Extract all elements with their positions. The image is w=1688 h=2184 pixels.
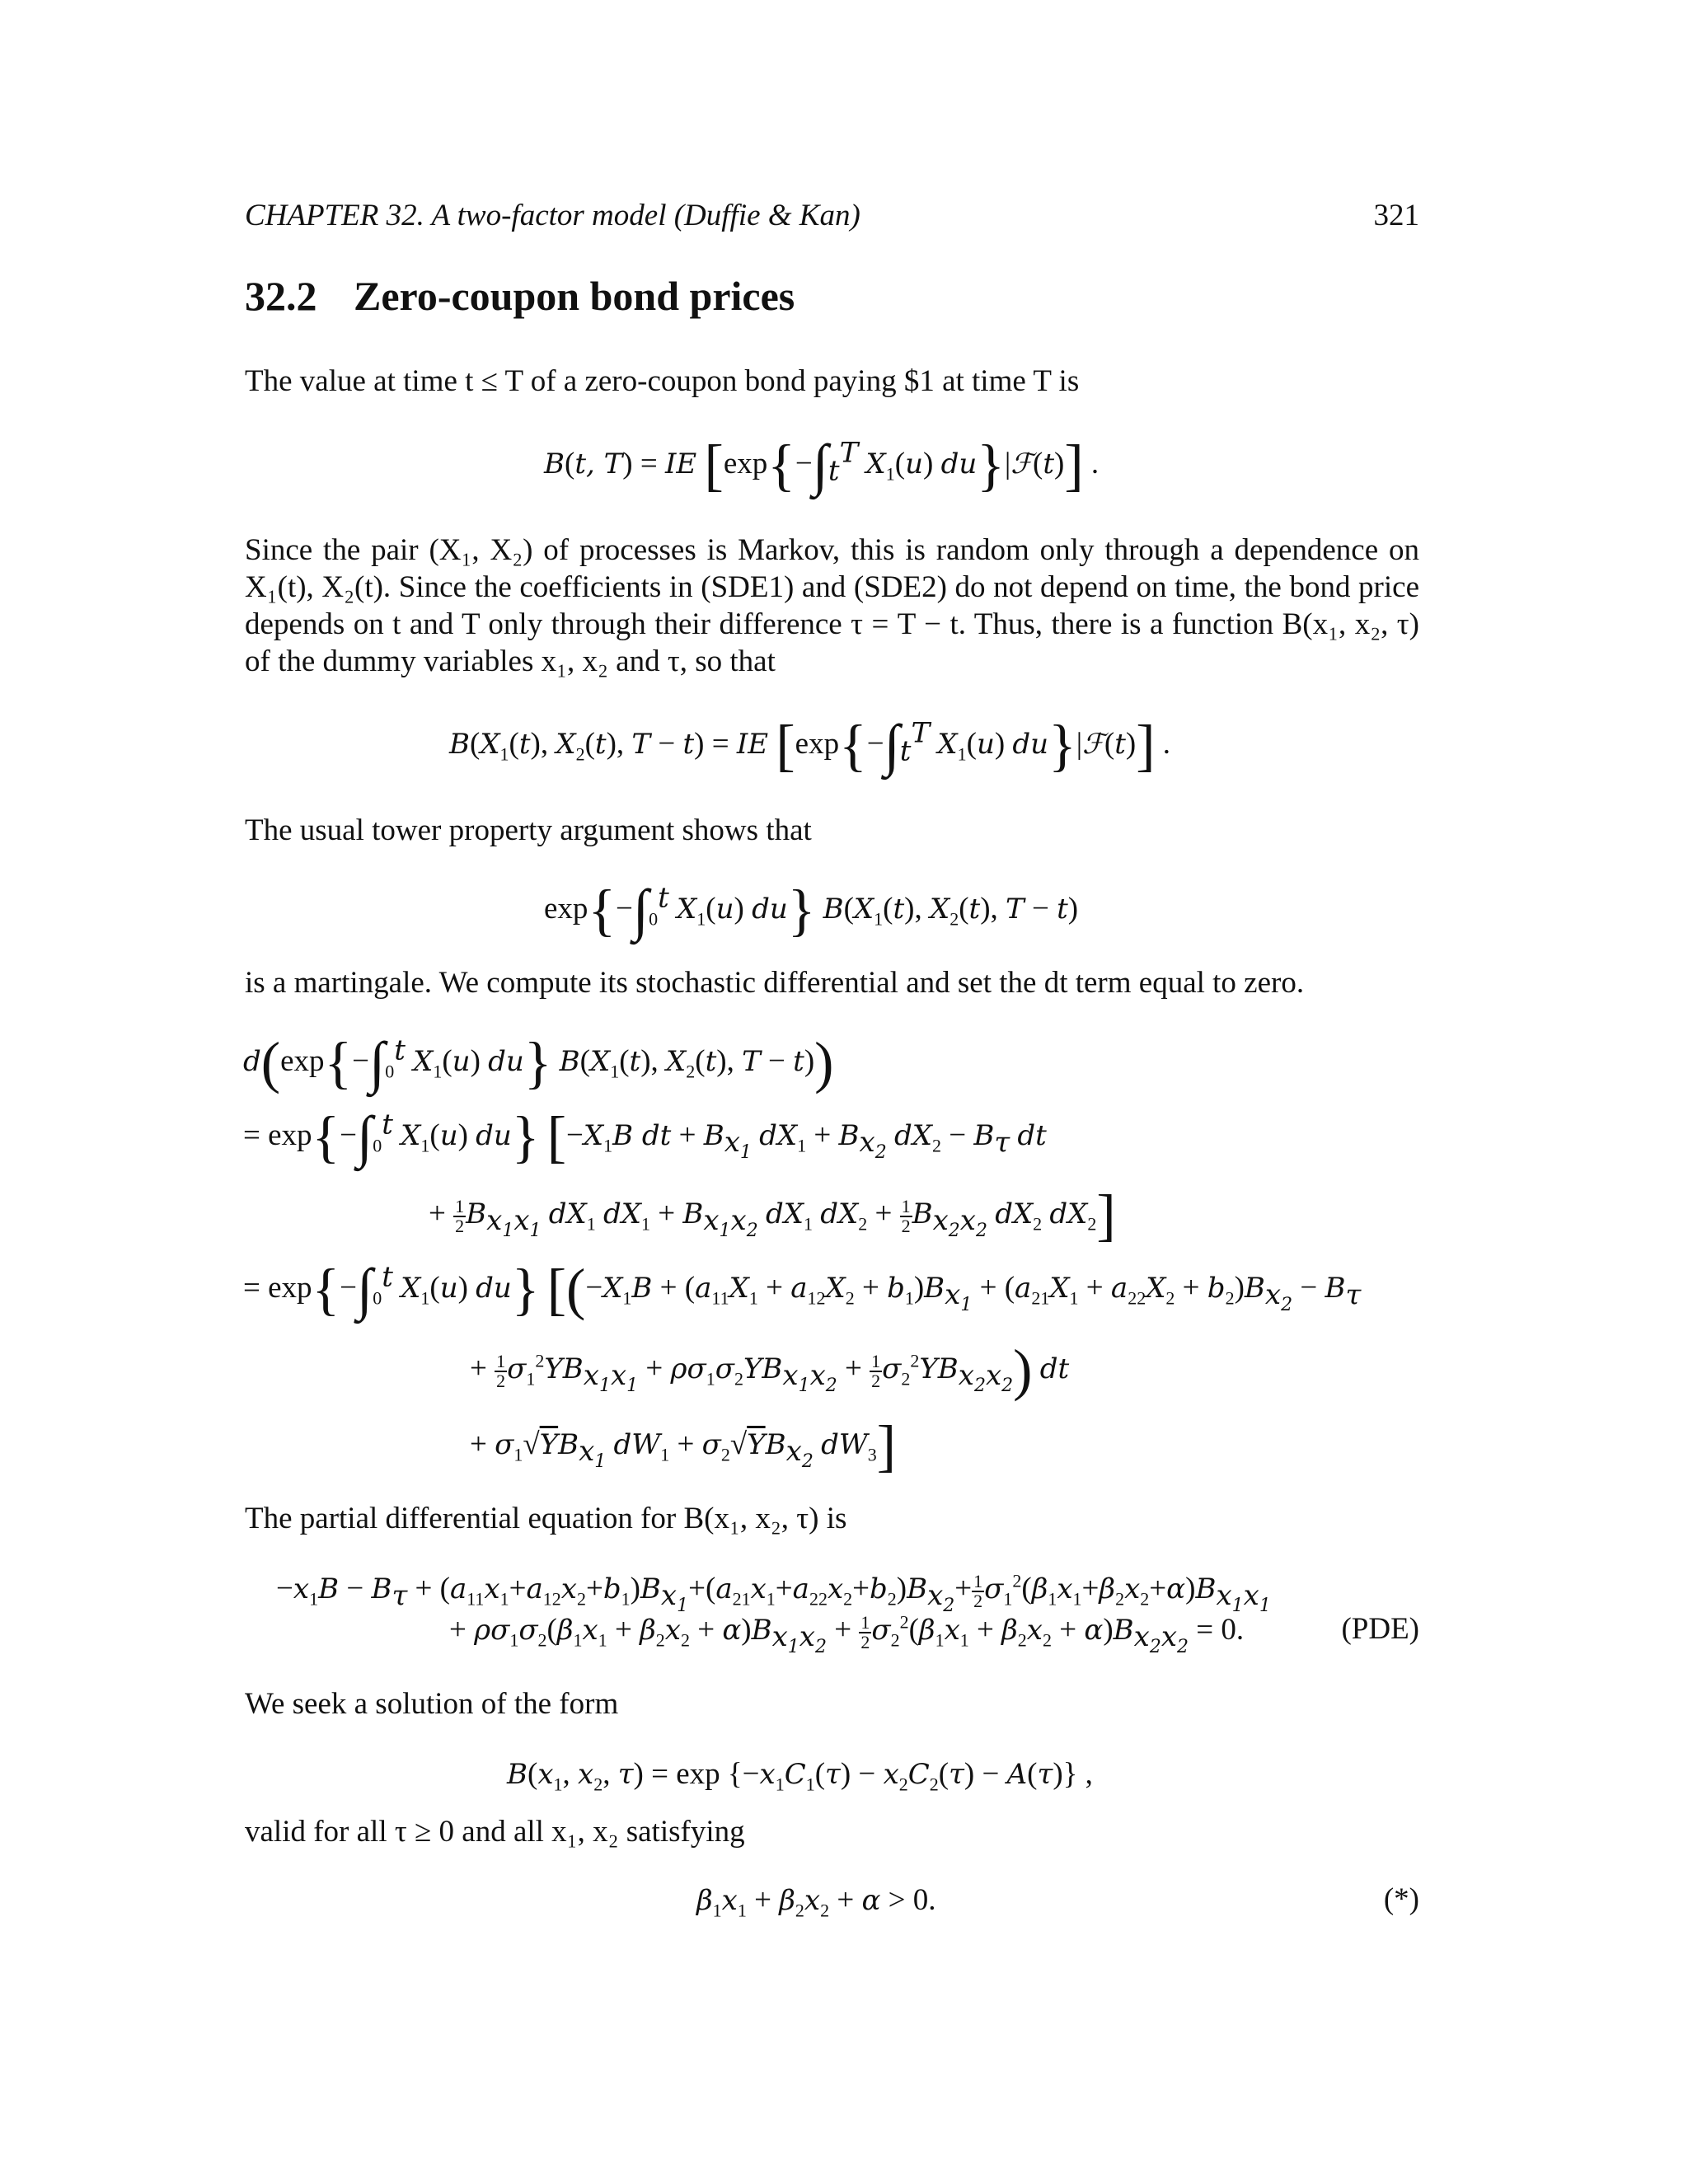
constraint-tag: (*) xyxy=(1383,1882,1419,1916)
paragraph-3: The usual tower property argument shows that xyxy=(245,813,812,847)
running-header xyxy=(245,198,1419,233)
page-number: 321 xyxy=(1373,199,1419,232)
derivation-line-3: + $\frac{1}{2}$ $B_{x_1x_1}$ $dX_1$ $dX_1 + B_{x_1x_2}$ $dX_1$ $dX_2$ + $\frac{1}{2}$ $B_{x_2x_2}$ $dX_2$ $dX_2$] xyxy=(429,1183,1116,1248)
paragraph-6: We seek a solution of the form xyxy=(245,1687,619,1721)
equation-martingale: $\exp\{-\int_0^t$ $X_1(u)$ du} $B(X_1(t)$, $X_2(t)$, T − t) xyxy=(544,879,1079,943)
pde-line-1: $-x_1B - B_\tau + (a_{11}x_1+a_{12}x_2+b_1)B_{x_1}+(a_{21}x_1+a_{22}x_2+b_2)B_{x_2}+$ $\frac{1}{2}$ $\sigma_1^2(\beta_1x_1+\beta_2x_2+\alpha)B_{x_1x_1}$ xyxy=(276,1570,1271,1617)
section-heading xyxy=(245,272,795,320)
chapter-title: CHAPTER 32. A two-factor model (Duffie & Kan) xyxy=(245,199,860,232)
paragraph-1: The value at time t ≤ T of a zero-coupon bond paying $1 at time T is xyxy=(245,364,1080,398)
paragraph-5: The partial differential equation for B(x₁, x₂, τ) is xyxy=(245,1502,847,1535)
pde-tag: (PDE) xyxy=(1341,1612,1419,1646)
equation-solution-form: $B(x_1$, $x_2$, $\tau) = \exp \{-x_1C_1(\tau) - x_2C_2(\tau) - A(\tau)\}$ , xyxy=(507,1757,1093,1795)
paragraph-7: valid for all τ ≥ 0 and all x₁, x₂ satisfying xyxy=(245,1815,745,1849)
derivation-line-2: = $\exp\{-\int_0^t$ $X_1(u)$ du} [$-X_1B$ dt + $B_{x_1}$ $dX_1 + B_{x_2}$ $dX_2 - B_\tau$ dt xyxy=(243,1105,1047,1169)
derivation-line-1: $d(\exp\{-\int_0^t$ $X_1(u)$ du} $B(X_1(t)$, $X_2(t)$, T − t)) xyxy=(243,1031,834,1095)
equation-markov-bond: $B(X_1(t)$, $X_2(t)$, T − t) = IE [$\exp\{-\int_t^T$ $X_1(u)$ du}|ℱ(t)] . xyxy=(449,714,1170,778)
equation-bond-price: B(t, T) = IE [$\exp\{-\int_t^T$ $X_1(u)$ du}|ℱ(t)] . xyxy=(544,434,1100,498)
paragraph-4: is a martingale. We compute its stochastic differential and set the dt term equal to zero. xyxy=(245,966,1305,1000)
equation-constraint: $\beta_1x_1 + \beta_2x_2 + \alpha > 0$. xyxy=(696,1883,936,1921)
pde-line-2: + $\rho\sigma_1\sigma_2(\beta_1x_1 + \beta_2x_2 + \alpha)B_{x_1x_2}$ + $\frac{1}{2}$ $\sigma_2^2(\beta_1x_1 + \beta_2x_2 + \alpha)B_{x_2x_2} = 0$. xyxy=(449,1611,1245,1658)
paragraph-2: Since the pair (X₁, X₂) of processes is Markov, this is random only through a dependence on X₁(t), X₂(t). Since the coefficients in (SDE1) and (SDE2) do not depend on time, the bond price depends on t and T only through their difference τ = T − t. Thus, there is a function B(x₁, x₂, τ) of the dummy variables x₁, x₂ and τ, so that xyxy=(245,533,1419,678)
section-title: Zero-coupon bond prices xyxy=(354,273,795,319)
section-number: 32.2 xyxy=(245,273,317,319)
derivation-line-6: + $\sigma_1√YB_{x_1}$ $dW_1 + \sigma_2√YB_{x_2}$ $dW_3$] xyxy=(470,1414,897,1479)
derivation-line-4: = $\exp\{-\int_0^t$ $X_1(u)$ du} [($-X_1B + (a_{11}X_1 + a_{12}X_2 + b_1)B_{x_1} + (a_{21}X_1 + a_{22}X_2 + b_2)B_{x_2} - B_\tau$ xyxy=(243,1258,1362,1322)
derivation-line-5: + $\frac{1}{2}$ $\sigma_1^2YB_{x_1x_1} + \rho\sigma_1\sigma_2YB_{x_1x_2}$ + $\frac{1}{2}$ $\sigma_2^2YB_{x_2x_2}$) dt xyxy=(470,1338,1070,1403)
